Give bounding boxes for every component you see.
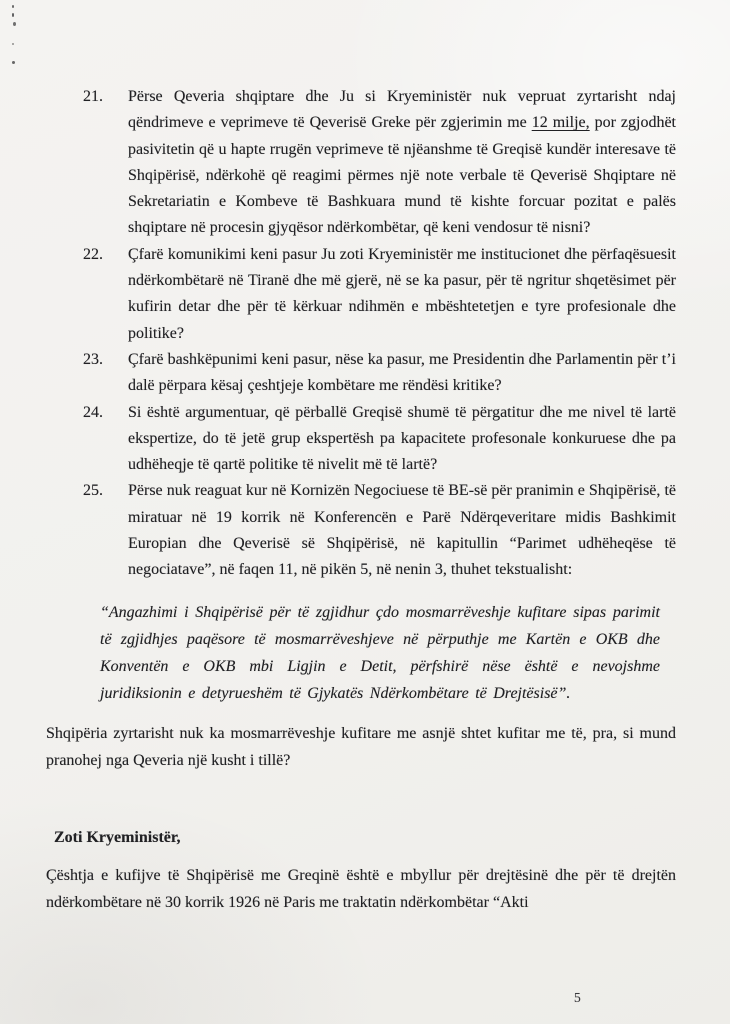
question-item-24: [50, 400, 676, 479]
question-text: Çfarë komunikimi keni pasur Ju zoti Kryeministër me institucionet dhe përfaqësuesit ndërkombëtarë në Tiranë dhe më gjerë, në se ka pasur, për të ngritur shqetësimet për kufirin detar dhe për të kërkuar ndihmën e mbështetetjen e tyre profesionale dhe politike?: [128, 245, 676, 342]
question-text: Përse nuk reaguat kur në Kornizën Negociuese të BE-së për pranimin e Shqipërisë, të miratuar në 19 korrik në Konferencën e Parë Ndërqeveritare midis Bashkimit Europian dhe Qeverisë së Shqipërisë, në kapitullin “Parimet udhëheqëse të negociatave”, në faqen 11, në pikën 5, në nenin 3, thuhet tekstualisht:: [128, 482, 676, 579]
question-item-23: [50, 347, 676, 400]
question-text: [128, 84, 676, 242]
scan-dot: [12, 61, 15, 64]
question-number: 22.: [83, 245, 103, 263]
page-number: 5: [574, 990, 581, 1005]
question-number: 25.: [83, 482, 103, 500]
paragraph-closing: Çështja e kufijve të Shqipërisë me Greqinë është e mbyllur për drejtësinë dhe për të drejtën ndërkombëtare në 30 korrik 1926 në Paris me traktatin ndërkombëtar “Akti: [46, 866, 676, 911]
question-number: 21.: [83, 88, 103, 105]
scan-dot: [12, 13, 14, 17]
question-text: Çfarë bashkëpunimi keni pasur, nëse ka pasur, me Presidentin dhe Parlamentin për t’i dalë përpara kësaj çeshtjeje kombëtare me rëndësi kritike?: [128, 350, 676, 395]
block-quote: “Angazhimi i Shqipërisë për të zgjidhur çdo mosmarrëveshje kufitare sipas parimit të zgjidhjes paqësore të mosmarrëveshjeve në përputhje me Kartën e OKB dhe Konventën e OKB mbi Ligjin e Detit, përfshirë nëse është e nevojshme juridiksionin e detyrueshëm të Gjykatës Ndërkombëtare të Drejtësisë”.: [100, 603, 660, 702]
question-text-segment: por zgjodhët pasivitetin që u hapte rrugën veprimeve të njëanshme të Greqisë kundër interesave të Shqipërisë, ndërkohë që reagimi përmes një note verbale të Qeverisë Shqiptare në Sekretariatin e Kombeve të Bashkuara mund të kishte forcuar pozitat e palës shqiptare në procesin gjyqësor ndërkombëtar, që keni vendosur të nisni?: [128, 114, 677, 237]
question-item-22: [50, 242, 676, 347]
question-item-21: [50, 84, 676, 242]
scan-dot: [12, 5, 14, 8]
question-item-25: [50, 478, 676, 583]
scan-dot: [12, 43, 14, 45]
paragraph-conclusion: Shqipëria zyrtarisht nuk ka mosmarrëveshje kufitare me asnjë shtet kufitar me të, pra, si mund pranohej nga Qeveria një kusht i tillë?: [46, 724, 676, 769]
salutation: Zoti Kryeministër,: [54, 828, 181, 846]
scan-dot: [13, 22, 16, 26]
question-number: 24.: [83, 403, 103, 421]
question-list: [50, 84, 676, 584]
underlined-phrase: 12 milje,: [531, 114, 590, 132]
question-text: Si është argumentuar, që përballë Greqisë shumë të përgatitur dhe me nivel të lartë ekspertize, do të jetë grup ekspertësh pa kapacitete profesonale konkuruese dhe pa udhëheqje të qartë politike të nivelit më të lartë?: [128, 403, 676, 474]
question-text-segment: Përse Qeveria shqiptare dhe Ju si Kryeministër nuk vepruat zyrtarisht ndaj qëndrimeve e veprimeve të Qeverisë Greke për zgjerimin me: [128, 88, 676, 132]
question-number: 23.: [83, 350, 103, 368]
